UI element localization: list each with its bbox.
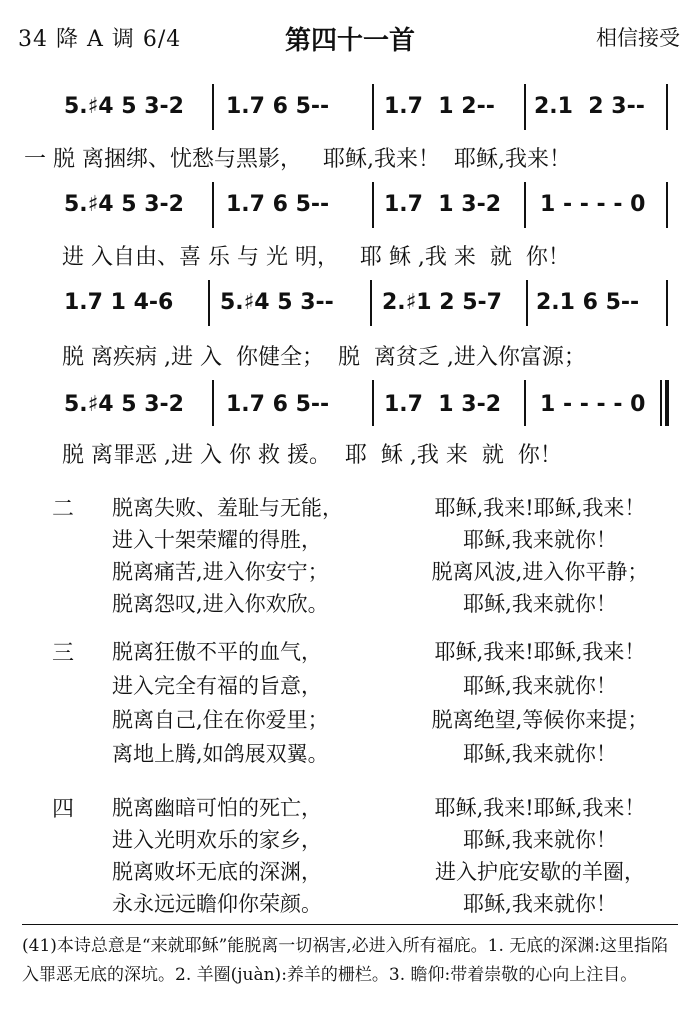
verse-line-right: 耶稣,我来就你！	[463, 742, 617, 766]
hymn-number-key: 34 降 A 调 6/4	[18, 27, 182, 52]
measure-3-3: 2.♯1 2 5-7	[382, 290, 502, 315]
verse-line-left: 脱离败坏无底的深渊，	[112, 860, 322, 884]
barline	[212, 182, 214, 228]
lyric-line-3: 脱 离疾病 ,进 入 你健全； 脱 离贫乏 ,进入你富源；	[62, 345, 586, 370]
verse-line-right: 耶稣,我来!耶稣,我来！	[434, 796, 646, 820]
final-barline-thick	[665, 380, 669, 426]
measure-2-1: 5.♯4 5 3-2	[64, 192, 184, 217]
measure-1-4: 2.1 2 3--	[534, 94, 645, 119]
footnote-divider	[22, 924, 678, 925]
footnote: (41)本诗总意是“来就耶稣”能脱离一切祸害,必进入所有福庇。1. 无底的深渊:这里指陷入罪恶无底的深坑。2. 羊圈(juàn):养羊的栅栏。3. 瞻仰:带着崇敬的心向上注目。	[22, 936, 669, 985]
barline	[524, 380, 526, 426]
measure-4-3: 1.7 1 3-2	[384, 392, 502, 417]
barline	[212, 84, 214, 130]
verse-line-left: 进入光明欢乐的家乡，	[112, 828, 322, 852]
lyric-line-2: 进 入自由、喜 乐 与 光 明， 耶 稣 ,我 来 就 你！	[62, 245, 570, 270]
measure-4-1: 5.♯4 5 3-2	[64, 392, 184, 417]
verse-line-left: 脱离失败、羞耻与无能，	[112, 496, 343, 520]
barline	[370, 280, 372, 326]
measure-3-1: 1.7 1 4-6	[64, 290, 174, 315]
verse-line-left: 脱离自己,住在你爱里；	[112, 708, 329, 732]
verse-line-left: 脱离狂傲不平的血气，	[112, 640, 322, 664]
measure-4-2: 1.7 6 5--	[226, 392, 330, 417]
measure-2-2: 1.7 6 5--	[226, 192, 330, 217]
verse-line-right: 耶稣,我来就你！	[463, 674, 617, 698]
verse-line-right: 耶稣,我来就你！	[463, 592, 617, 616]
measure-1-3: 1.7 1 2--	[384, 94, 495, 119]
barline	[666, 84, 668, 130]
barline	[372, 380, 374, 426]
barline	[208, 280, 210, 326]
hymn-title: 第四十一首	[284, 26, 415, 56]
lyric-line-4: 脱 离罪恶 ,进 入 你 救 援。 耶 稣 ,我 来 就 你！	[62, 443, 562, 468]
verse-line-right: 耶稣,我来!耶稣,我来！	[434, 640, 646, 664]
verse-line-left: 脱离怨叹,进入你欢欣。	[112, 592, 329, 616]
barline	[526, 280, 528, 326]
barline	[666, 280, 668, 326]
measure-1-1: 5.♯4 5 3-2	[64, 94, 184, 119]
verse-line-right: 耶稣,我来就你！	[463, 892, 617, 916]
lyric-line-1: 一 脱 离捆绑、忧愁与黑影， 耶稣,我来！ 耶稣,我来！	[24, 147, 571, 172]
verse-line-right: 脱离绝望,等候你来提；	[431, 708, 649, 732]
verse-line-left: 离地上腾,如鸽展双翼。	[112, 742, 329, 766]
barline	[212, 380, 214, 426]
final-barline-thin	[660, 380, 662, 426]
barline	[372, 84, 374, 130]
hymn-subtitle: 相信接受	[596, 26, 680, 50]
verse-number: 三	[52, 641, 75, 666]
verse-line-right: 耶稣,我来就你！	[463, 828, 617, 852]
verse-line-left: 脱离痛苦,进入你安宁；	[112, 560, 329, 584]
verse-line-right: 进入护庇安歇的羊圈，	[435, 860, 645, 884]
verse-line-left: 脱离幽暗可怕的死亡，	[112, 796, 322, 820]
verse-number: 四	[52, 797, 75, 822]
verse-number: 二	[52, 497, 75, 522]
verse-line-left: 永永远远瞻仰你荣颜。	[112, 892, 322, 916]
verse-line-right: 脱离风波,进入你平静；	[431, 560, 649, 584]
barline	[666, 182, 668, 228]
measure-1-2: 1.7 6 5--	[226, 94, 330, 119]
measure-2-4: 1 - - - - 0	[540, 192, 646, 217]
measure-4-4: 1 - - - - 0	[540, 392, 646, 417]
verse-line-right: 耶稣,我来!耶稣,我来！	[434, 496, 646, 520]
barline	[524, 84, 526, 130]
measure-3-4: 2.1 6 5--	[536, 290, 640, 315]
measure-2-3: 1.7 1 3-2	[384, 192, 502, 217]
verse-line-right: 耶稣,我来就你！	[463, 528, 617, 552]
verse-line-left: 进入十架荣耀的得胜，	[112, 528, 322, 552]
measure-3-2: 5.♯4 5 3--	[220, 290, 334, 315]
barline	[524, 182, 526, 228]
verse-line-left: 进入完全有福的旨意，	[112, 674, 322, 698]
barline	[372, 182, 374, 228]
